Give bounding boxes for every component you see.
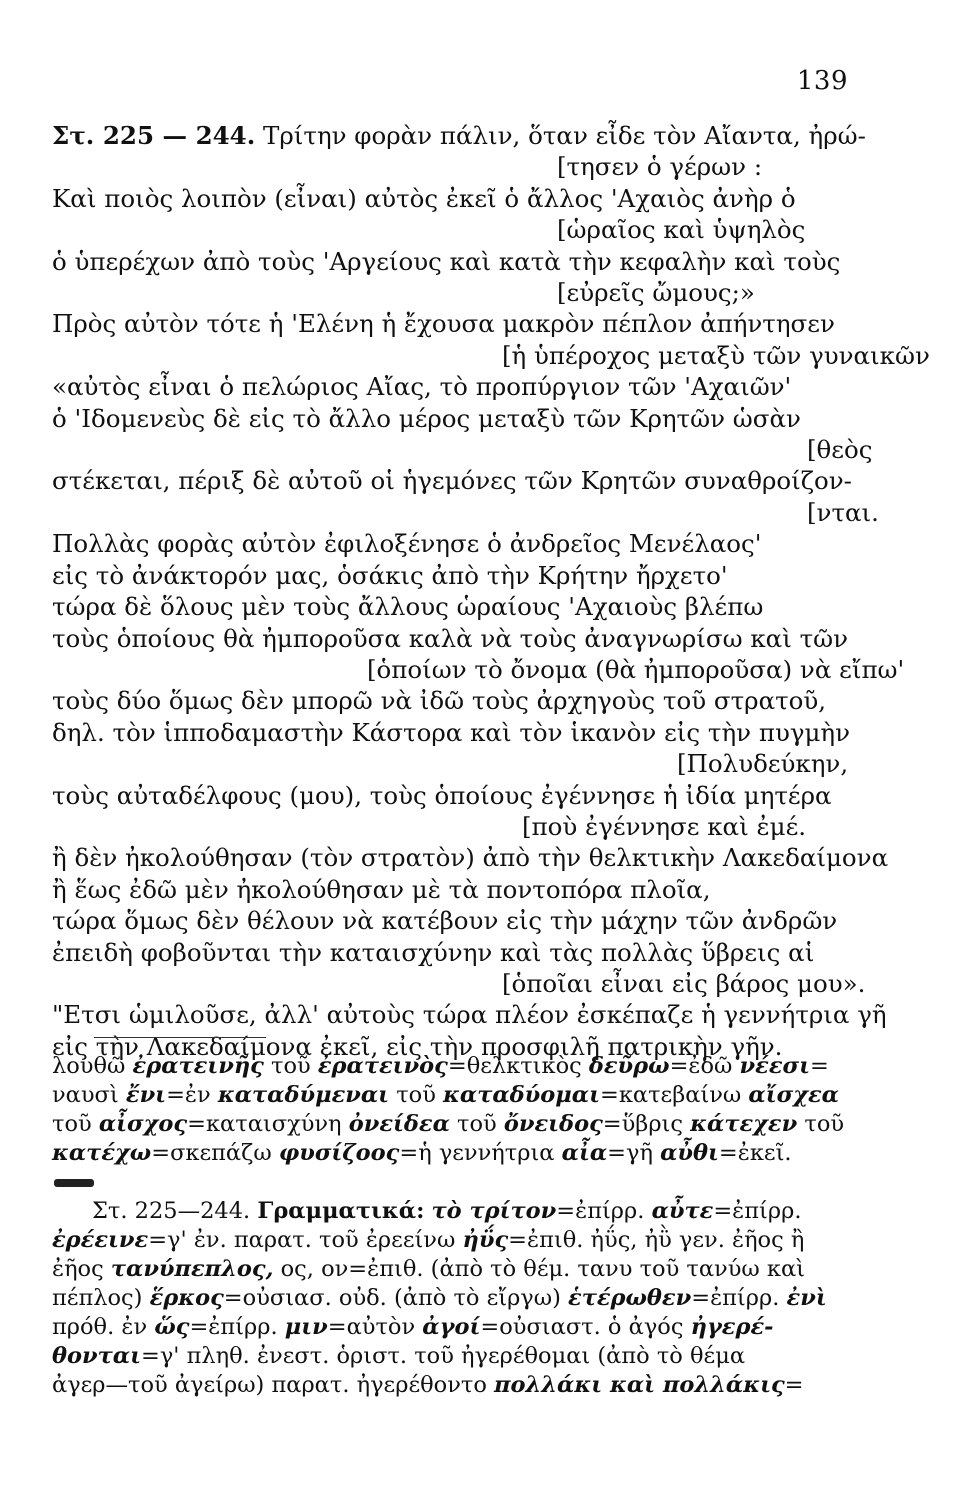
note-text: =σκεπάζω [151, 1140, 272, 1166]
note-text: = [784, 1372, 804, 1398]
text-line: στέκεται, πέριξ δὲ αὐτοῦ οἱ ἡγεμόνες τῶν Κρητῶν συναθροίζον- [52, 466, 852, 496]
note-term: ἐνὶ [786, 1285, 827, 1311]
vocab-line [52, 1081, 892, 1110]
note-term: ἔνι [125, 1082, 167, 1108]
note-text: ος, ον=ἐπιθ. (ἀπὸ τὸ θέμ. τανυ τοῦ τανύω καὶ [280, 1256, 805, 1282]
note-text: =θελκτικὸς [447, 1053, 582, 1079]
text-line: [τησεν ὁ γέρων : [557, 152, 763, 182]
page-number: 139 [796, 66, 848, 96]
note-text: τοῦ [396, 1082, 436, 1108]
note-term: φυσίζοος [278, 1140, 400, 1166]
note-text: =ἐκεῖ. [718, 1140, 792, 1166]
verse-heading: Στ. 225 — 244. [52, 121, 256, 150]
note-text: =οὐσιασ. οὐδ. (ἀπὸ τὸ εἴργω) [223, 1285, 561, 1311]
note-term: ὥς [154, 1314, 190, 1340]
text-line: τοὺς ὁποίους θὰ ἠμποροῦσα καλὰ νὰ τοὺς ἀναγνωρίσω καὶ τῶν [52, 623, 849, 653]
note-term: ἀγοί [422, 1314, 481, 1340]
vocab-line [52, 1139, 892, 1168]
note-text: =γ' πληθ. ἐνεστ. ὁριστ. τοῦ ἠγερέθομαι (ἀπὸ τὸ θέμα [140, 1343, 746, 1369]
note-text: =οὐσιαστ. ὁ ἀγός [480, 1314, 684, 1340]
note-text: =ἐπίρρ. [713, 1198, 802, 1224]
note-term: δεῦρω [588, 1053, 670, 1079]
note-term: ὄνειδος [503, 1111, 603, 1137]
note-term: τανύπεπλος, [110, 1256, 274, 1282]
note-text: =ἐδῶ [669, 1053, 733, 1079]
note-term: ἠγερέ- [690, 1314, 774, 1340]
grammar-line [52, 1226, 892, 1255]
note-term: τὸ τρίτον [431, 1198, 557, 1224]
text-line: Πρὸς αὐτὸν τότε ἡ 'Ελένη ἡ ἔχουσα μακρὸν πέπλον ἀπήντησεν [52, 309, 835, 339]
text-line: ἐπειδὴ φοβοῦνται τὴν καταισχύνην καὶ τὰς πολλὰς ὕβρεις αἱ [52, 937, 815, 967]
note-term: θονται [52, 1343, 141, 1369]
note-text: =ἐπίρρ. [189, 1314, 278, 1340]
note-text: =γ' ἐν. παρατ. τοῦ ἐρεείνω [148, 1227, 456, 1253]
translation-text [52, 120, 930, 1062]
notes-section [52, 1052, 892, 1400]
note-term: καταδύομαι [443, 1082, 600, 1108]
note-text: =ὕβρις [602, 1111, 683, 1137]
note-text: Στ. 225—244. [92, 1198, 251, 1224]
text-line: ὁ ὑπερέχων ἀπὸ τοὺς 'Αργείους καὶ κατὰ τὴν κεφαλὴν καὶ τοὺς [52, 246, 841, 276]
grammar-line [52, 1371, 892, 1400]
text-line: τοὺς αὐταδέλφους (μου), τοὺς ὁποίους ἐγέννησε ἡ ἰδία μητέρα [52, 780, 832, 810]
text-line: [εὐρεῖς ὤμους;» [557, 278, 755, 308]
footnote-divider [94, 1037, 266, 1038]
note-term: καταδύμεναι [217, 1082, 390, 1108]
note-term: αὖτε [651, 1198, 714, 1224]
text-line: τώρα ὅμως δὲν θέλουν νὰ κατέβουν εἰς τὴν μάχην τῶν ἀνδρῶν [52, 906, 838, 936]
note-term: νέεσι [739, 1053, 810, 1079]
note-text: =ἐπιθ. ἠΰς, ἠῢ γεν. ἐῆος ἢ [508, 1227, 805, 1253]
text-line [52, 120, 892, 151]
note-text: πρόθ. ἐν [52, 1314, 148, 1340]
text-line: εἰς τὸ ἀνάκτορόν μας, ὁσάκις ἀπὸ τὴν Κρήτην ἤρχετο' [52, 560, 728, 590]
grammar-line [52, 1313, 892, 1342]
text-line: ἢ δὲν ἠκολούθησαν (τὸν στρατὸν) ἀπὸ τὴν θελκτικὴν Λακεδαίμονα [52, 843, 889, 873]
note-text: =αὐτὸν [327, 1314, 416, 1340]
note-heading: Γραμματικά: [257, 1198, 425, 1224]
ink-smudge-mark [54, 1179, 94, 1187]
note-term: ὀνείδεα [348, 1111, 450, 1137]
note-text: πέπλος) [52, 1285, 143, 1311]
note-term: κάτεχεν [690, 1111, 798, 1137]
note-text: τοῦ [271, 1053, 311, 1079]
text-line: Πολλὰς φορὰς αὐτὸν ἐφιλοξένησε ὁ ἀνδρεῖος Μενέλαος' [52, 529, 762, 559]
note-term: κατέχω [52, 1140, 152, 1166]
note-text: =ἡ γεννήτρια [399, 1140, 555, 1166]
note-term: πολλάκι καὶ πολλάκις [494, 1372, 785, 1398]
text-line: Καὶ ποιὸς λοιπὸν (εἶναι) αὐτὸς ἐκεῖ ὁ ἄλλος 'Αχαιὸς ἀνὴρ ὁ [52, 183, 796, 213]
text-line: [Πολυδεύκην, [677, 749, 849, 779]
note-term: αἴσχεα [748, 1082, 839, 1108]
note-term: ἑτέρωθεν [568, 1285, 692, 1311]
note-term: αὖθι [660, 1140, 719, 1166]
grammar-line [52, 1197, 892, 1226]
text-line: [ὁποίων τὸ ὄνομα (θὰ ἠμποροῦσα) νὰ εἴπω' [367, 654, 905, 684]
ink-mark-line [52, 1168, 892, 1197]
note-text: ναυσὶ [52, 1082, 119, 1108]
note-term: αἶα [561, 1140, 608, 1166]
text-line: ἢ ἕως ἐδῶ μὲν ἠκολούθησαν μὲ τὰ ποντοπόρα πλοῖα, [52, 874, 711, 904]
note-text: ἀγερ—τοῦ ἀγείρω) παρατ. ἠγερέθοντο [52, 1372, 487, 1398]
note-text: =κατεβαίνω [599, 1082, 742, 1108]
text-line: [νται. [807, 497, 879, 527]
note-term: μιν [284, 1314, 328, 1340]
text-line: [ὡραῖος καὶ ὑψηλὸς [557, 215, 806, 245]
note-text: τοῦ [457, 1111, 497, 1137]
note-term: ἐρατεινὸς [317, 1053, 448, 1079]
note-text: =ἐν [166, 1082, 211, 1108]
text-line: εἰς τὴν Λακεδαίμονα ἐκεῖ, εἰς τὴν προσφιλῆ πατρικὴν γῆν. [52, 1031, 783, 1061]
text-line: [ὁποῖαι εἶναι εἰς βάρος μου». [502, 968, 866, 998]
note-term: ἕρκος [149, 1285, 224, 1311]
note-text: λουθῶ [52, 1053, 126, 1079]
line-text: Τρίτην φορὰν πάλιν, ὅταν εἶδε τὸν Αἴαντα, ἠρώ- [263, 121, 866, 150]
text-line: [ἡ ὑπέροχος μεταξὺ τῶν γυναικῶν [502, 340, 930, 370]
grammar-line [52, 1342, 892, 1371]
text-line: "Ετσι ὡμιλοῦσε, ἀλλ' αὐτοὺς τώρα πλέον ἐσκέπαζε ἡ γεννήτρια γῆ [52, 1000, 887, 1030]
text-line: τώρα δὲ ὅλους μὲν τοὺς ἄλλους ὡραίους 'Αχαιοὺς βλέπω [52, 592, 764, 622]
note-text: = [810, 1053, 829, 1079]
text-line: [ποὺ ἐγέννησε καὶ ἐμέ. [522, 811, 807, 841]
note-term: ἠΰς [462, 1227, 509, 1253]
note-text: =ἐπίρρ. [691, 1285, 780, 1311]
note-term: ἐρατεινῆς [132, 1053, 264, 1079]
text-line: [θεὸς [807, 435, 873, 465]
text-line: τοὺς δύο ὅμως δὲν μπορῶ νὰ ἰδῶ τοὺς ἀρχηγοὺς τοῦ στρατοῦ, [52, 686, 827, 716]
text-line: δηλ. τὸν ἱπποδαμαστὴν Κάστορα καὶ τὸν ἱκανὸν εἰς τὴν πυγμὴν [52, 717, 850, 747]
note-text: =ἐπίρρ. [556, 1198, 645, 1224]
note-term: αἶσχος [98, 1111, 188, 1137]
vocab-line [52, 1110, 892, 1139]
note-text: =καταισχύνη [187, 1111, 342, 1137]
note-text: =γῆ [607, 1140, 653, 1166]
text-line: ὁ 'Ιδομενεὺς δὲ εἰς τὸ ἄλλο μέρος μεταξὺ τῶν Κρητῶν ὡσὰν [52, 403, 801, 433]
note-term: ἐρέεινε [52, 1227, 149, 1253]
note-text: τοῦ [52, 1111, 92, 1137]
note-text: ἐῆος [52, 1256, 104, 1282]
vocab-line [52, 1052, 892, 1081]
text-line: «αὐτὸς εἶναι ὁ πελώριος Αἴας, τὸ προπύργιον τῶν 'Αχαιῶν' [52, 372, 792, 402]
note-text: τοῦ [804, 1111, 845, 1137]
grammar-line [52, 1284, 892, 1313]
grammar-line [52, 1255, 892, 1284]
